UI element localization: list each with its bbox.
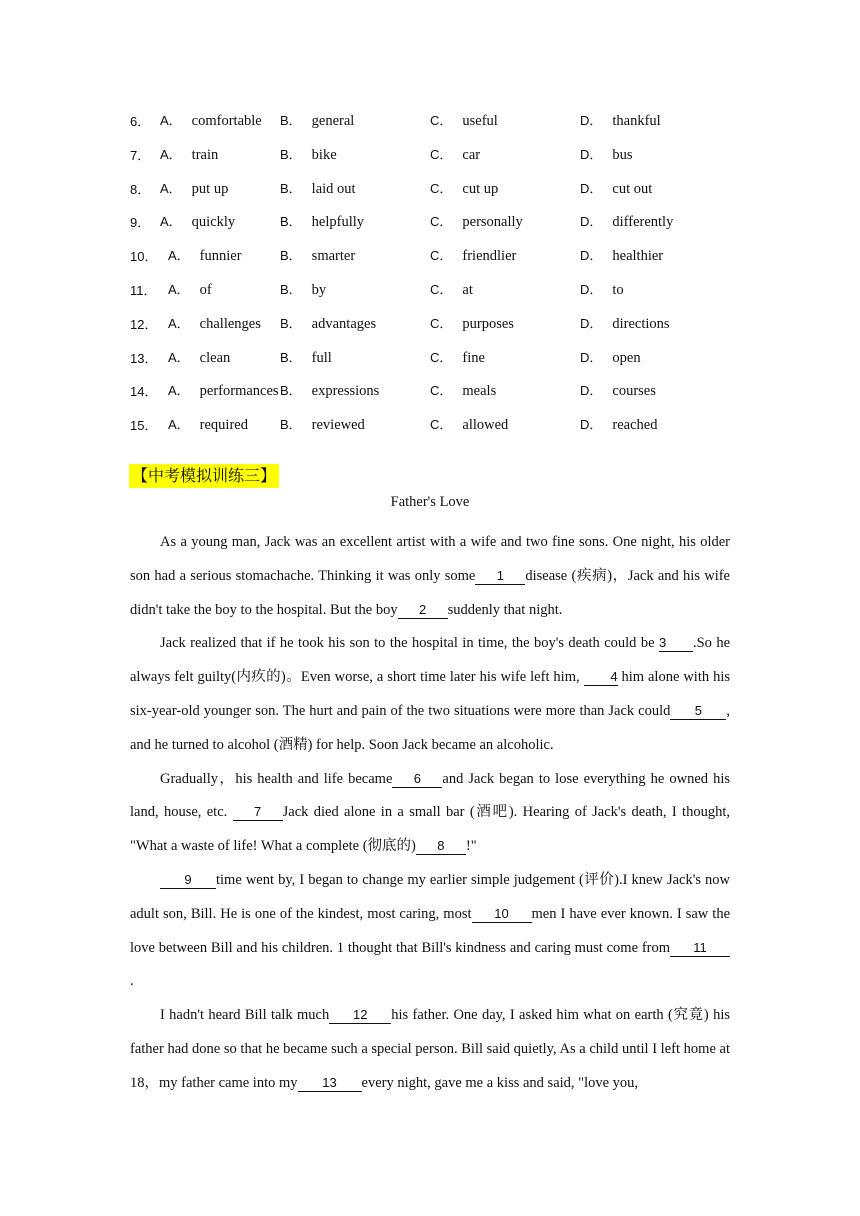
option-row — [130, 178, 750, 212]
option-letter: B． — [280, 113, 302, 128]
text-span: I hadn't heard Bill talk much — [160, 1007, 330, 1024]
option-row — [130, 347, 750, 381]
option-letter: D． — [580, 349, 603, 365]
option-word: by — [311, 281, 327, 298]
option-letter: A． — [168, 315, 190, 331]
blank-8[interactable]: 8 — [416, 838, 466, 855]
option-b[interactable] — [280, 178, 356, 200]
option-b[interactable] — [280, 144, 337, 166]
option-letter: C． — [430, 383, 453, 399]
blank-10[interactable]: 10 — [472, 906, 532, 923]
option-row — [130, 380, 750, 414]
question-number: 6． — [130, 114, 151, 129]
option-word: bus — [612, 146, 633, 163]
blank-13[interactable]: 13 — [298, 1075, 362, 1092]
option-word: meals — [462, 383, 497, 400]
paragraph-1 — [130, 526, 730, 627]
option-letter: C． — [430, 146, 453, 162]
story-text — [130, 526, 730, 1101]
option-c[interactable] — [430, 178, 498, 200]
option-word: allowed — [462, 417, 509, 434]
option-d[interactable] — [580, 211, 673, 233]
option-a[interactable] — [160, 178, 228, 200]
option-word: helpfully — [311, 214, 365, 231]
option-letter: B． — [280, 315, 302, 331]
paragraph-3 — [130, 763, 730, 864]
option-a[interactable] — [160, 211, 235, 233]
question-number: 15． — [130, 418, 158, 434]
option-row — [130, 313, 750, 347]
option-row — [130, 211, 750, 245]
option-letter: B． — [280, 180, 302, 196]
option-letter: A． — [160, 113, 182, 128]
option-b[interactable] — [280, 414, 365, 436]
option-letter: B． — [280, 349, 302, 365]
option-word: differently — [612, 214, 674, 231]
option-b[interactable] — [280, 313, 376, 335]
paragraph-2 — [130, 627, 730, 762]
option-letter: C． — [430, 180, 453, 196]
option-d[interactable] — [580, 347, 641, 369]
option-word: courses — [612, 383, 656, 400]
option-word: expressions — [311, 383, 380, 400]
option-word: reached — [612, 417, 658, 434]
option-row — [130, 414, 750, 448]
option-a[interactable] — [168, 245, 242, 267]
option-word: personally — [462, 214, 523, 231]
question-number: 8． — [130, 181, 151, 197]
option-letter: C． — [430, 113, 453, 128]
text-span: his father. One day, I asked him what on earth (究竟) his father had done so that he became such a special person. Bill said quietly, As a child until I left home at 18，my father came into my — [130, 1007, 730, 1091]
option-letter: D． — [580, 248, 603, 264]
option-letter: B． — [280, 417, 302, 433]
story-title: Father's Love — [390, 494, 470, 510]
text-span: Jack died alone in a small bar (酒吧). Hearing of Jack's death, I thought, "What a waste of life! What a complete (彻底的) — [130, 804, 730, 855]
option-d[interactable] — [580, 110, 661, 132]
blank-7[interactable]: 7 — [233, 804, 283, 821]
option-row — [130, 144, 750, 178]
option-letter: C． — [430, 281, 453, 297]
option-letter: A． — [168, 383, 190, 399]
option-c[interactable] — [430, 245, 516, 267]
option-b[interactable] — [280, 347, 332, 369]
text-span: Jack realized that if he took his son to the hospital in time, the boy's death could be — [160, 635, 659, 652]
option-word: smarter — [311, 248, 356, 265]
option-word: fine — [462, 349, 485, 366]
text-span: every night, gave me a kiss and said, "love you, — [361, 1074, 639, 1091]
option-letter: D． — [580, 315, 603, 331]
blank-3[interactable]: 3 — [659, 635, 693, 652]
option-d[interactable] — [580, 414, 657, 436]
option-word: open — [612, 349, 641, 366]
option-a[interactable] — [160, 144, 218, 166]
option-letter: B． — [280, 383, 302, 399]
option-letter: D． — [580, 281, 603, 297]
option-word: car — [462, 146, 481, 163]
option-letter: C． — [430, 315, 453, 331]
option-word: clean — [199, 349, 231, 366]
paragraph-4 — [130, 864, 730, 999]
text-span: As a young man, Jack was an excellent artist with a wife and two fine sons. One night, his older son had a serious stomachache. Thinking it was only some — [130, 534, 730, 584]
question-number: 10． — [130, 249, 158, 265]
option-letter: A． — [160, 214, 182, 230]
option-word: useful — [462, 113, 498, 129]
option-word: thankful — [612, 113, 661, 129]
blank-6[interactable]: 6 — [392, 771, 442, 788]
option-row — [130, 279, 750, 313]
option-word: healthier — [612, 248, 664, 265]
text-span: .So he always felt guilty(内疚的)。Even worse, a short time later his wife left him, — [130, 635, 731, 686]
option-d[interactable] — [580, 178, 652, 200]
option-letter: D． — [580, 214, 603, 230]
text-span: , and he turned to alcohol (酒精) for help. Soon Jack became an alcoholic. — [130, 702, 730, 753]
option-letter: D． — [580, 146, 603, 162]
text-span: time went by, I began to change my earlier simple judgement (评价).I knew Jack's now adult son, Bill. He is one of the kindest, most caring, most — [130, 871, 730, 922]
option-d[interactable] — [580, 245, 663, 267]
option-word: bike — [311, 146, 337, 163]
option-a[interactable] — [168, 380, 279, 402]
text-span: . — [130, 973, 134, 990]
option-b[interactable] — [280, 279, 326, 301]
option-a[interactable] — [168, 279, 212, 301]
option-letter: D． — [580, 383, 603, 399]
option-word: purposes — [462, 315, 514, 332]
question-number: 12． — [130, 316, 158, 332]
option-letter: B． — [280, 214, 302, 230]
text-span: disease (疾病)，Jack and his wife didn't take the boy to the hospital. But the boy — [130, 567, 730, 618]
option-word: funnier — [199, 248, 242, 265]
text-span: men I have ever known. I saw the love between Bill and his children. 1 thought that Bill's kindness and caring must come from — [130, 905, 731, 956]
option-word: performances — [199, 383, 279, 400]
option-word: comfortable — [191, 113, 262, 129]
option-c[interactable] — [430, 211, 523, 233]
option-letter: B． — [280, 281, 302, 297]
option-word: to — [612, 281, 624, 298]
question-number: 7． — [130, 147, 151, 163]
option-b[interactable] — [280, 110, 354, 132]
option-word: challenges — [199, 315, 261, 332]
option-d[interactable] — [580, 144, 633, 166]
option-c[interactable] — [430, 414, 508, 436]
option-letter: B． — [280, 248, 302, 264]
option-letter: A． — [168, 417, 190, 433]
option-word: laid out — [311, 180, 356, 197]
option-word: quickly — [191, 214, 236, 231]
text-span: and Jack began to lose everything he owned his land, house, etc. — [130, 770, 730, 821]
option-letter: C． — [430, 214, 453, 230]
option-letter: B． — [280, 146, 302, 162]
option-d[interactable] — [580, 279, 624, 301]
option-a[interactable] — [168, 414, 248, 436]
option-word: at — [462, 281, 473, 298]
option-letter: C． — [430, 417, 453, 433]
blank-9[interactable]: 9 — [160, 872, 216, 889]
text-span: !" — [465, 838, 477, 855]
option-a[interactable] — [168, 347, 230, 369]
text-span: suddenly that night. — [447, 601, 563, 618]
option-letter: C． — [430, 349, 453, 365]
option-row — [130, 110, 750, 144]
question-number: 11． — [130, 282, 157, 298]
option-letter: A． — [168, 281, 190, 297]
option-c[interactable] — [430, 144, 480, 166]
section-heading: 【中考模拟训练三】 — [129, 464, 279, 488]
option-word: advantages — [311, 315, 377, 332]
text-span: Gradually，his health and life became — [160, 770, 393, 787]
option-letter: A． — [168, 349, 190, 365]
answer-options-table — [130, 110, 750, 448]
question-number: 14． — [130, 384, 158, 400]
option-b[interactable] — [280, 211, 364, 233]
blank-12[interactable]: 12 — [329, 1007, 391, 1024]
question-number: 13． — [130, 350, 158, 366]
question-number: 9． — [130, 215, 151, 231]
option-word: cut out — [612, 180, 653, 197]
option-word: full — [311, 349, 332, 366]
option-word: friendlier — [462, 248, 517, 265]
blank-11[interactable]: 11 — [670, 940, 730, 957]
option-letter: C． — [430, 248, 453, 264]
option-row — [130, 245, 750, 279]
text-span: him alone with his six-year-old younger son. The hurt and pain of the two situations were more than Jack could — [130, 669, 730, 719]
option-word: put up — [191, 180, 229, 197]
option-c[interactable] — [430, 347, 485, 369]
option-letter: D． — [580, 113, 603, 128]
option-word: reviewed — [311, 417, 365, 434]
paragraph-5 — [130, 999, 730, 1100]
option-c[interactable] — [430, 110, 498, 132]
option-letter: A． — [168, 248, 190, 264]
option-letter: D． — [580, 180, 603, 196]
option-word: directions — [612, 315, 670, 332]
option-a[interactable] — [160, 110, 262, 132]
option-word: required — [199, 417, 248, 434]
option-letter: A． — [160, 180, 182, 196]
option-a[interactable] — [168, 313, 261, 335]
option-word: cut up — [462, 180, 499, 197]
blank-2[interactable]: 2 — [398, 602, 448, 619]
option-word: of — [199, 281, 212, 298]
option-d[interactable] — [580, 380, 656, 402]
option-word: general — [311, 113, 355, 129]
blank-1[interactable]: 1 — [475, 568, 525, 585]
option-d[interactable] — [580, 313, 670, 335]
option-letter: A． — [160, 146, 182, 162]
blank-4[interactable]: 4 — [584, 669, 618, 686]
option-b[interactable] — [280, 380, 379, 402]
option-b[interactable] — [280, 245, 355, 267]
option-c[interactable] — [430, 380, 496, 402]
option-c[interactable] — [430, 313, 514, 335]
blank-5[interactable]: 5 — [670, 703, 726, 720]
option-word: train — [191, 146, 219, 163]
option-c[interactable] — [430, 279, 473, 301]
option-letter: D． — [580, 417, 603, 433]
